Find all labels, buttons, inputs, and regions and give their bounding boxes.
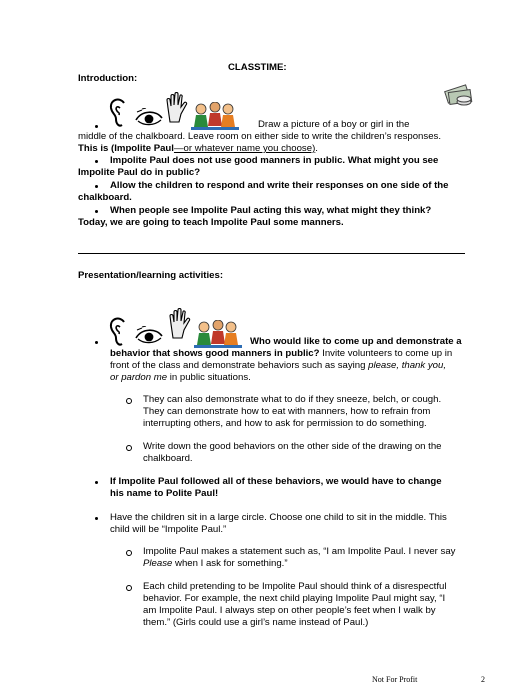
- sub-bullet: [126, 445, 132, 451]
- intro-bullet1-bold: This is (Impolite Paul: [78, 143, 174, 154]
- pres-sub3-line2: [143, 558, 288, 570]
- pres-item1-line-d: [110, 372, 251, 384]
- pres-item1-line-c: [110, 360, 446, 372]
- pres-item1-line-b: [110, 348, 452, 360]
- sub-bullet: [126, 398, 132, 404]
- pres-item1-italic-c: please, thank you,: [368, 360, 446, 371]
- ear-icon: [108, 97, 130, 129]
- pres-item1-rest-b: Invite volunteers to come up in: [319, 348, 453, 359]
- intro-bullet4-line2: Today, we are going to teach Impolite Paul some manners.: [78, 217, 344, 228]
- group-of-children-icon: [191, 102, 239, 130]
- pres-item1-rest-d: in public situations.: [167, 372, 251, 383]
- pres-item3-line1: Have the children sit in a large circle. Choose one child to sit in the middle. This: [110, 512, 447, 523]
- pres-item1-bold-b: behavior that shows good manners in public?: [110, 348, 320, 359]
- intro-bullet1-text-b: middle of the chalkboard. Leave room on either side to write the children’s responses.: [78, 131, 441, 142]
- intro-bullet3-line2: chalkboard.: [78, 192, 132, 203]
- eye-icon: [134, 108, 164, 128]
- intro-bullet1-underlined: —or whatever name you choose): [173, 143, 316, 154]
- pres-item1-bold-a: Who would like to come up and demonstrate a: [250, 336, 462, 347]
- footer-note: Not For Profit: [372, 675, 418, 684]
- page-title: CLASSTIME:: [228, 62, 287, 73]
- pres-sub1-line1: They can also demonstrate what to do if they sneeze, belch, or cough.: [143, 394, 442, 405]
- pres-sub4-line2: behavior. For example, the next child playing Impolite Paul might say, “I: [143, 593, 446, 604]
- eye-icon: [134, 326, 164, 346]
- page-number: 2: [481, 675, 485, 684]
- intro-bullet2-line2: Impolite Paul do in public?: [78, 167, 201, 178]
- bullet: [95, 517, 98, 520]
- sub-bullet: [126, 585, 132, 591]
- bullet: [95, 341, 98, 344]
- pres-item1-italic-d: or pardon me: [110, 372, 168, 383]
- pres-sub4-line3: am Impolite Paul. I always step on other people’s feet when I walk by: [143, 605, 436, 616]
- intro-bullet1-text-c: [78, 143, 318, 155]
- intro-bullet1-text-a: Draw a picture of a boy or girl in the: [258, 119, 410, 130]
- hand-icon: [164, 92, 188, 124]
- sub-bullet: [126, 550, 132, 556]
- pres-item2-line1: If Impolite Paul followed all of these behaviors, we would have to change: [110, 476, 442, 487]
- intro-bullet2-line1: Impolite Paul does not use good manners in public. What might you see: [110, 155, 439, 166]
- introduction-heading: Introduction:: [78, 73, 138, 84]
- pres-sub4-line4: them.” (Girls could use a girl’s name instead of Paul.): [143, 617, 369, 628]
- money-icon: [444, 80, 474, 108]
- presentation-heading: Presentation/learning activities:: [78, 270, 224, 281]
- section-divider: [78, 253, 465, 254]
- pres-sub2-line2: chalkboard.: [143, 453, 193, 464]
- intro-bullet3-line1: Allow the children to respond and write their responses on one side of the: [110, 180, 449, 191]
- pres-item2-line2: his name to Polite Paul!: [110, 488, 219, 499]
- pres-item1-text-c: front of the class and demonstrate behaviors such as saying: [110, 360, 369, 371]
- bullet: [95, 125, 98, 128]
- hand-icon: [167, 308, 191, 340]
- ear-icon: [108, 316, 130, 348]
- pres-sub3-italic: Please: [143, 558, 173, 569]
- bullet: [95, 210, 98, 213]
- intro-bullet4-line1: When people see Impolite Paul acting this way, what might they think?: [110, 205, 432, 216]
- pres-sub1-line3: interrupting others, and how to ask for permission to do something.: [143, 418, 427, 429]
- pres-sub2-line1: Write down the good behaviors on the other side of the drawing on the: [143, 441, 442, 452]
- pres-item3-line2: child will be “Impolite Paul.”: [110, 524, 227, 535]
- intro-bullet1-period: .: [315, 143, 318, 154]
- bullet: [95, 185, 98, 188]
- bullet: [95, 481, 98, 484]
- group-of-children-icon: [194, 320, 242, 348]
- pres-sub3-rest: when I ask for something.”: [172, 558, 288, 569]
- bullet: [95, 160, 98, 163]
- pres-sub3-line1: Impolite Paul makes a statement such as, “I am Impolite Paul. I never say: [143, 546, 456, 557]
- pres-sub1-line2: They can demonstrate how to eat with manners, how to refrain from: [143, 406, 431, 417]
- pres-sub4-line1: Each child pretending to be Impolite Paul should think of a disrespectful: [143, 581, 447, 592]
